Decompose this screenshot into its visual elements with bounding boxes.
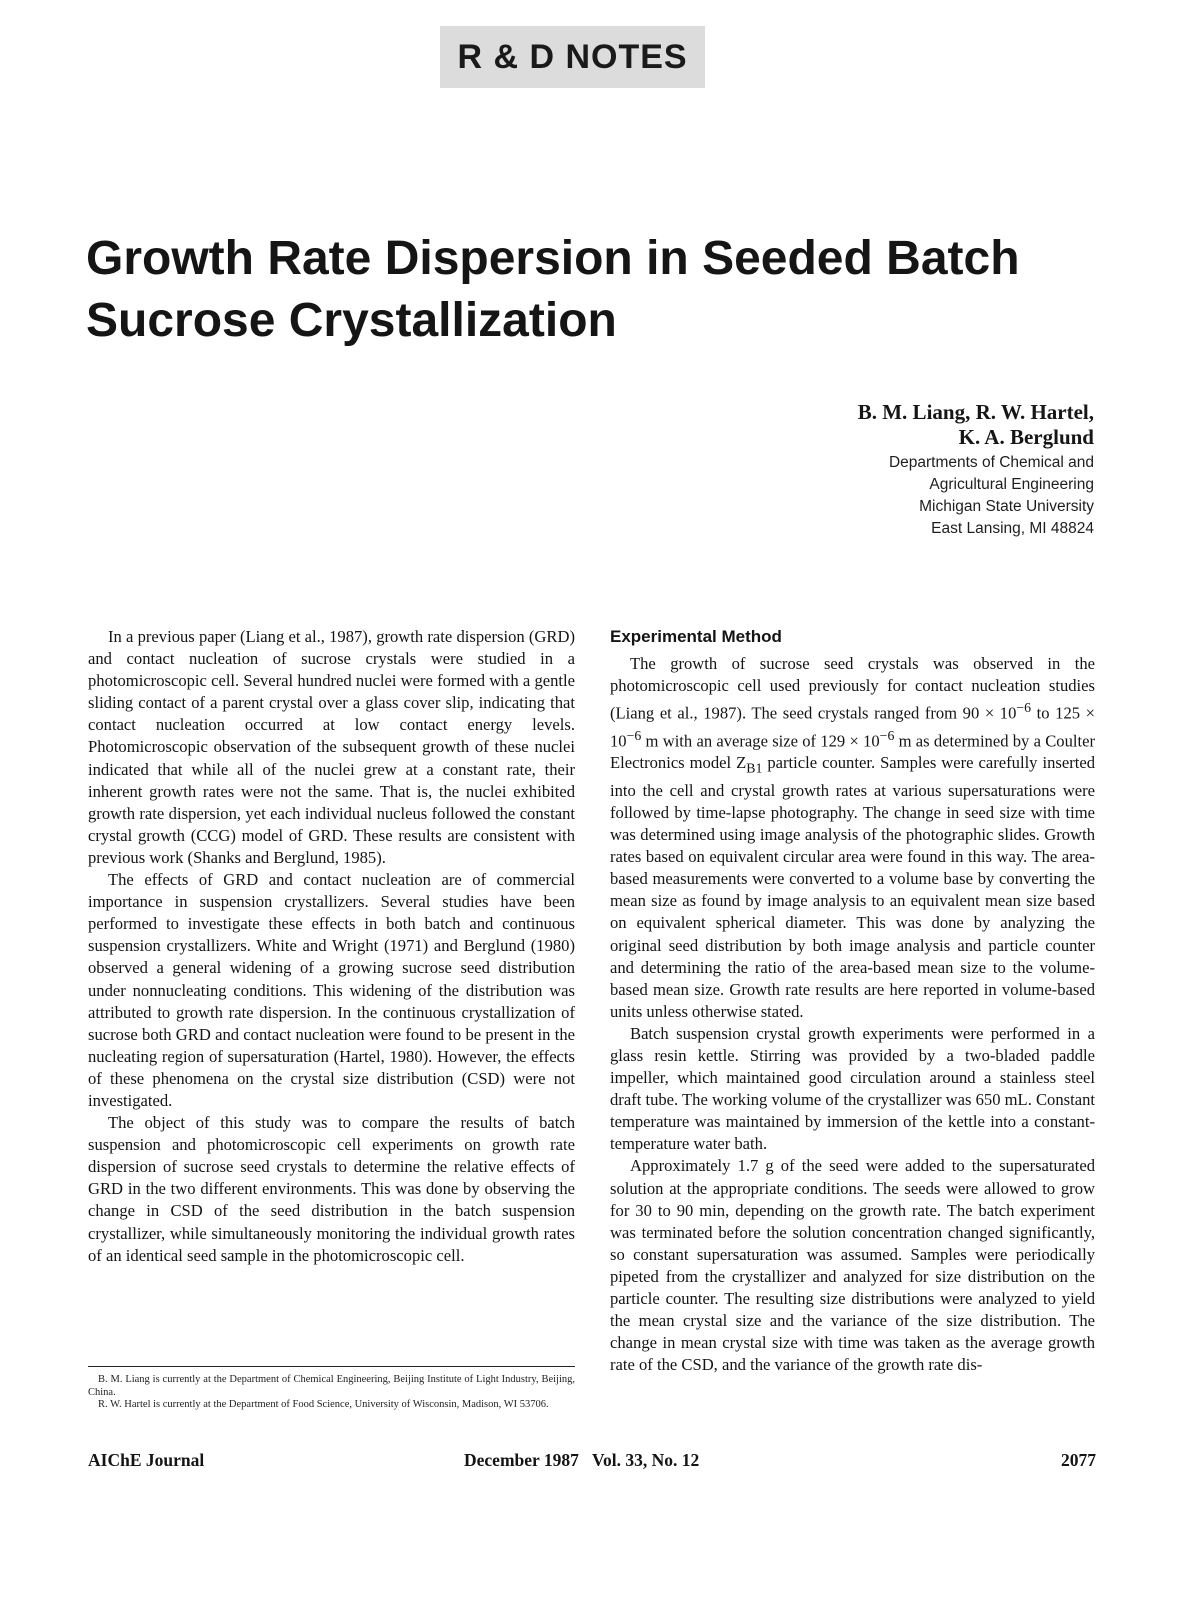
body-paragraph: In a previous paper (Liang et al., 1987), growth rate dispersion (GRD) and contact nucleation of sucrose crystals were studied in a photomicroscopic cell. Several hundred nuclei were formed with a gentle sliding contact of a parent crystal over a glass cover slip, indicating that contact nucleation occurred at low contact energy levels. Photomicroscopic observation of the subsequent growth of these nuclei indicated that while all of the nuclei grew at a constant rate, their inherent growth rates were not the same. That is, the nuclei exhibited growth rate dispersion, yet each individual nucleus followed the constant crystal growth (CCG) model of GRD. These results are consistent with previous work (Shanks and Berglund, 1985). [88, 627, 575, 867]
article-title [86, 228, 1106, 352]
affiliation-line: East Lansing, MI 48824 [931, 520, 1094, 537]
issue-date: December 1987 [464, 1450, 579, 1470]
author-line: K. A. Berglund [958, 425, 1094, 449]
byline [858, 400, 1094, 540]
affiliation-line: Michigan State University [919, 498, 1094, 515]
body-paragraph: The object of this study was to compare the results of batch suspension and photomicroscopic cell experiments on growth rate dispersion of sucrose seed crystals to determine the relative effects of GRD in the two different environments. This was done by observing the change in CSD of the seed distribution in the batch suspension crystallizer, while simultaneously monitoring the individual growth rates of an identical seed sample in the photomicroscopic cell. [88, 1113, 575, 1265]
title-line: Growth Rate Dispersion in Seeded Batch [86, 232, 1020, 285]
footnote: B. M. Liang is currently at the Department of Chemical Engineering, Beijing Institute of Light Industry, Beijing, China. [88, 1374, 575, 1398]
right-column [610, 626, 1095, 1376]
affiliation-line: Agricultural Engineering [929, 476, 1094, 493]
author-line: B. M. Liang, R. W. Hartel, [857, 400, 1094, 424]
volume-number: Vol. 33, No. 12 [591, 1450, 700, 1470]
journal-name: AIChE Journal [88, 1450, 205, 1470]
page-footer [88, 1450, 1096, 1474]
title-line: Sucrose Crystallization [86, 294, 617, 347]
body-paragraph: The growth of sucrose seed crystals was observed in the photomicroscopic cell used previously for contact nucleation studies (Liang et al., 1987). The seed crystals ranged from $90 \times 10^{-6}$ to $125 \times 10^{-6}$ m with an average size of $129 \times 10^{-6}$ m as determined by a Coulter Electronics model $Z_{B1}$ particle counter. Samples were carefully inserted into the cell and crystal growth rates at various supersaturations were followed by time-lapse photography. The change in seed size with time was determined using image analysis of the photographic slides. Growth rates based on equivalent circular area were found in this way. The area-based measurements were converted to a volume base by converting the mean size as found by image analysis to an equivalent mean size based on equivalent spherical diameter. This was done by analyzing the original seed distribution by both image analysis and particle counter and determining the ratio of the area-based mean size to the volume-based mean size. Growth rate results are here reported in volume-based units unless otherwise stated. [610, 654, 1095, 1021]
body-paragraph: Batch suspension crystal growth experiments were performed in a glass resin kettle. Stirring was provided by a two-bladed paddle impeller, which maintained good circulation around a stainless steel draft tube. The working volume of the crystallizer was 650 mL. Constant temperature was maintained by immersion of the kettle into a constant-temperature water bath. [610, 1023, 1095, 1154]
footnotes [88, 1366, 575, 1412]
authors [858, 400, 1094, 450]
section-heading: Experimental Method [610, 627, 782, 646]
page-number: 2077 [1061, 1450, 1096, 1470]
affiliation-line: Departments of Chemical and [888, 454, 1094, 471]
left-column [88, 626, 575, 1267]
body-paragraph: Approximately 1.7 g of the seed were added to the supersaturated solution at the appropriate conditions. The seeds were allowed to grow for 30 to 90 min, depending on the growth rate. The batch experiment was terminated before the solution concentration changed significantly, so constant supersaturation was assumed. Samples were periodically pipeted from the crystallizer and analyzed for size distribution on the particle counter. The resulting size distributions were analyzed to yield the mean crystal size and the variance of the size distribution. The change in mean crystal size with time was taken as the average growth rate of the CSD, and the variance of the growth rate dis- [610, 1156, 1095, 1375]
affiliation [858, 452, 1094, 540]
section-tag: R & D NOTES [440, 26, 705, 88]
issue-info [464, 1450, 699, 1471]
body-paragraph: The effects of GRD and contact nucleation are of commercial importance in suspension crystallizers. Several studies have been performed to investigate these effects in both batch and continuous suspension crystallizers. White and Wright (1971) and Berglund (1980) observed a general widening of a growing sucrose seed distribution under nonnucleating conditions. This widening of the distribution was attributed to growth rate dispersion. In the continuous crystallization of sucrose both GRD and contact nucleation were found to be present in the nucleating region of supersaturation (Hartel, 1980). However, the effects of these phenomena on the crystal size distribution (CSD) were not investigated. [88, 870, 575, 1110]
footnote: R. W. Hartel is currently at the Department of Food Science, University of Wisconsin, Madison, WI 53706. [98, 1399, 549, 1410]
